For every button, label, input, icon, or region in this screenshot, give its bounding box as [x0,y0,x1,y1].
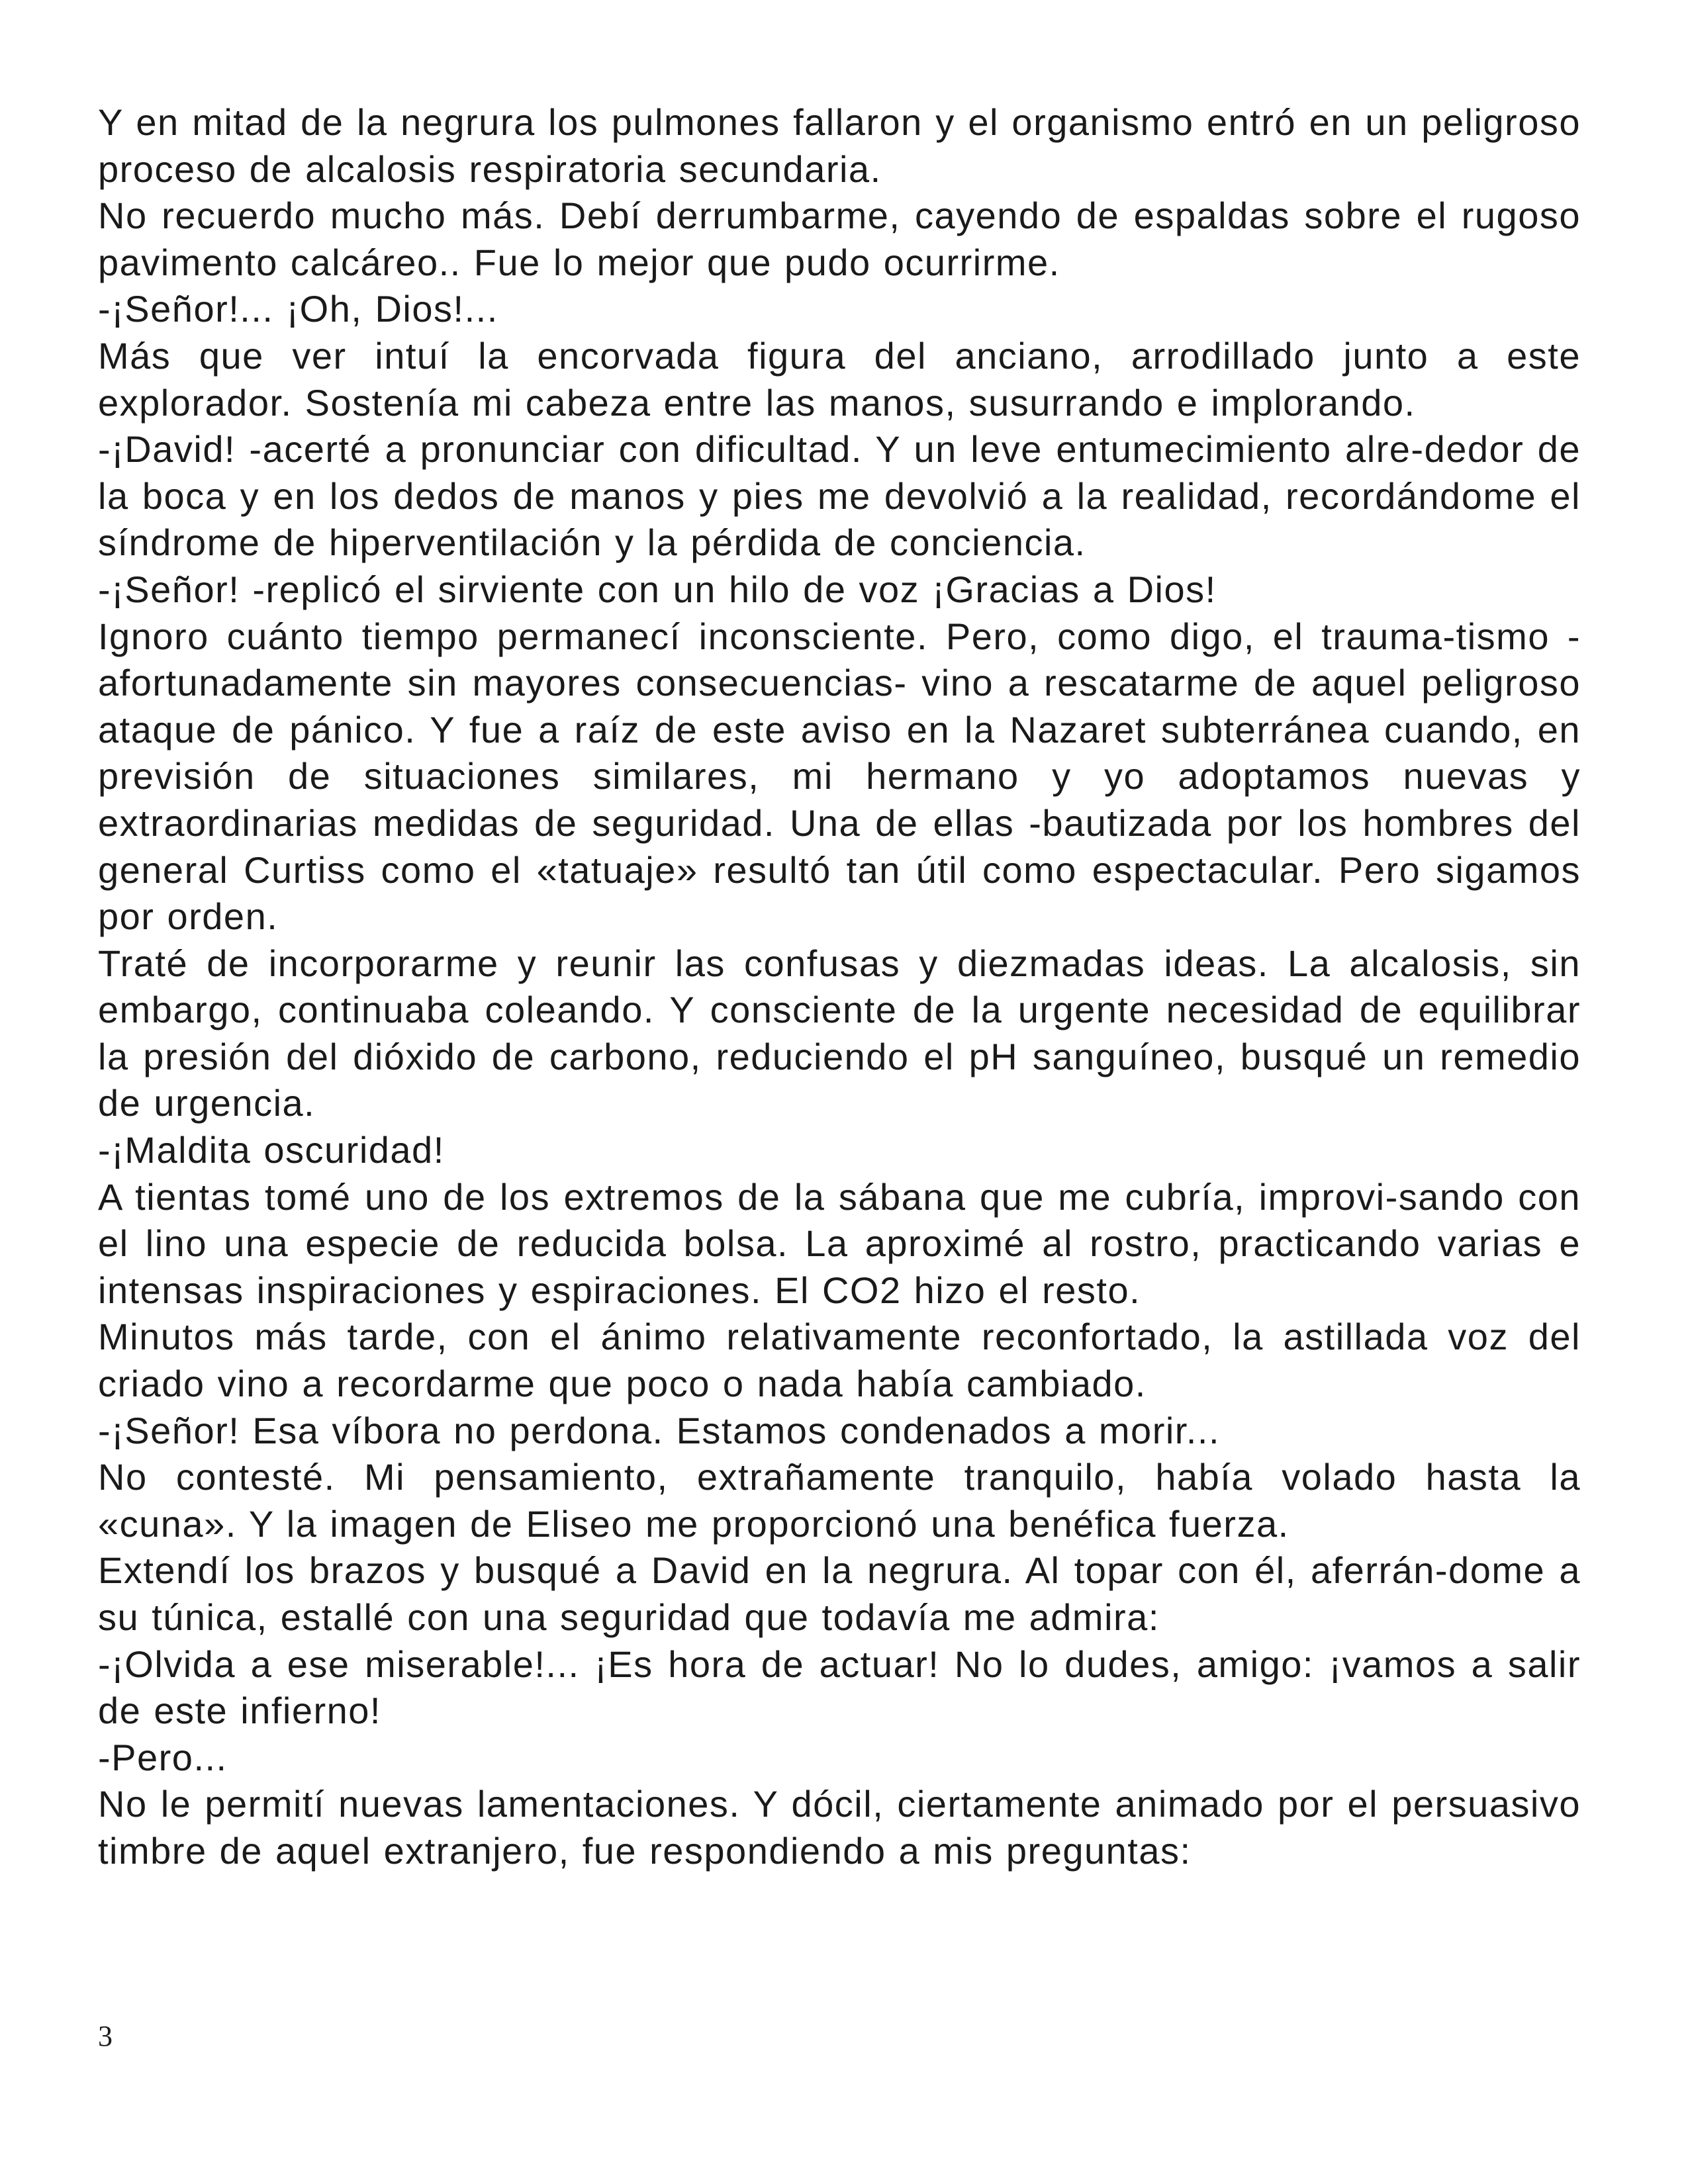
paragraph: Minutos más tarde, con el ánimo relativamente reconfortado, la astillada voz del criado vino a recordarme que poco o nada había cambiado. [98,1316,1581,1405]
paragraph: -¡Señor! Esa víbora no perdona. Estamos condenados a morir... [98,1409,1221,1451]
paragraph: Más que ver intuí la encorvada figura del anciano, arrodillado junto a este explorador. Sostenía mi cabeza entre las manos, susurrando e implorando. [98,334,1581,424]
paragraph: -¡Señor!... ¡Oh, Dios!... [98,288,498,330]
paragraph: -¡Maldita oscuridad! [98,1129,445,1171]
paragraph: -¡David! -acerté a pronunciar con dificultad. Y un leve entumecimiento alre-dedor de la boca y en los dedos de manos y pies me devolvió a la realidad, recordándome el síndrome de hiperventilación y la pérdida de conciencia. [98,428,1581,564]
body-text [98,99,1581,1875]
paragraph: No contesté. Mi pensamiento, extrañamente tranquilo, había volado hasta la «cuna». Y la imagen de Eliseo me proporcionó una benéfica fuerza. [98,1456,1581,1545]
paragraph: Y en mitad de la negrura los pulmones fallaron y el organismo entró en un peligroso proceso de alcalosis respiratoria secundaria. [98,101,1581,190]
paragraph: No le permití nuevas lamentaciones. Y dócil, ciertamente animado por el persuasivo timbre de aquel extranjero, fue respondiendo a mis preguntas: [98,1783,1581,1872]
paragraph: -¡Olvida a ese miserable!... ¡Es hora de actuar! No lo dudes, amigo: ¡vamos a salir de este infierno! [98,1643,1581,1732]
paragraph: Extendí los brazos y busqué a David en la negrura. Al topar con él, aferrán-dome a su túnica, estallé con una seguridad que todavía me admira: [98,1549,1581,1638]
paragraph: -¡Señor! -replicó el sirviente con un hilo de voz ¡Gracias a Dios! [98,568,1217,610]
page-number: 3 [98,2020,113,2052]
paragraph: -Pero... [98,1736,228,1778]
paragraph: Ignoro cuánto tiempo permanecí inconsciente. Pero, como digo, el trauma-tismo -afortunadamente sin mayores consecuencias- vino a rescatarme de aquel peligroso ataque de pánico. Y fue a raíz de este aviso en la Nazaret subterránea cuando, en previsión de situaciones similares, mi hermano y yo adoptamos nuevas y extraordinarias medidas de seguridad. Una de ellas -bautizada por los hombres del general Curtiss como el «tatuaje» resultó tan útil como espectacular. Pero sigamos por orden. [98,615,1581,938]
paragraph: Traté de incorporarme y reunir las confusas y diezmadas ideas. La alcalosis, sin embargo, continuaba coleando. Y consciente de la urgente necesidad de equilibrar la presión del dióxido de carbono, reduciendo el pH sanguíneo, busqué un remedio de urgencia. [98,942,1581,1124]
paragraph: No recuerdo mucho más. Debí derrumbarme, cayendo de espaldas sobre el rugoso pavimento calcáreo.. Fue lo mejor que pudo ocurrirme. [98,195,1581,283]
paragraph: A tientas tomé uno de los extremos de la sábana que me cubría, improvi-sando con el lino una especie de reducida bolsa. La aproximé al rostro, practicando varias e intensas inspiraciones y espiraciones. El CO2 hizo el resto. [98,1175,1581,1311]
